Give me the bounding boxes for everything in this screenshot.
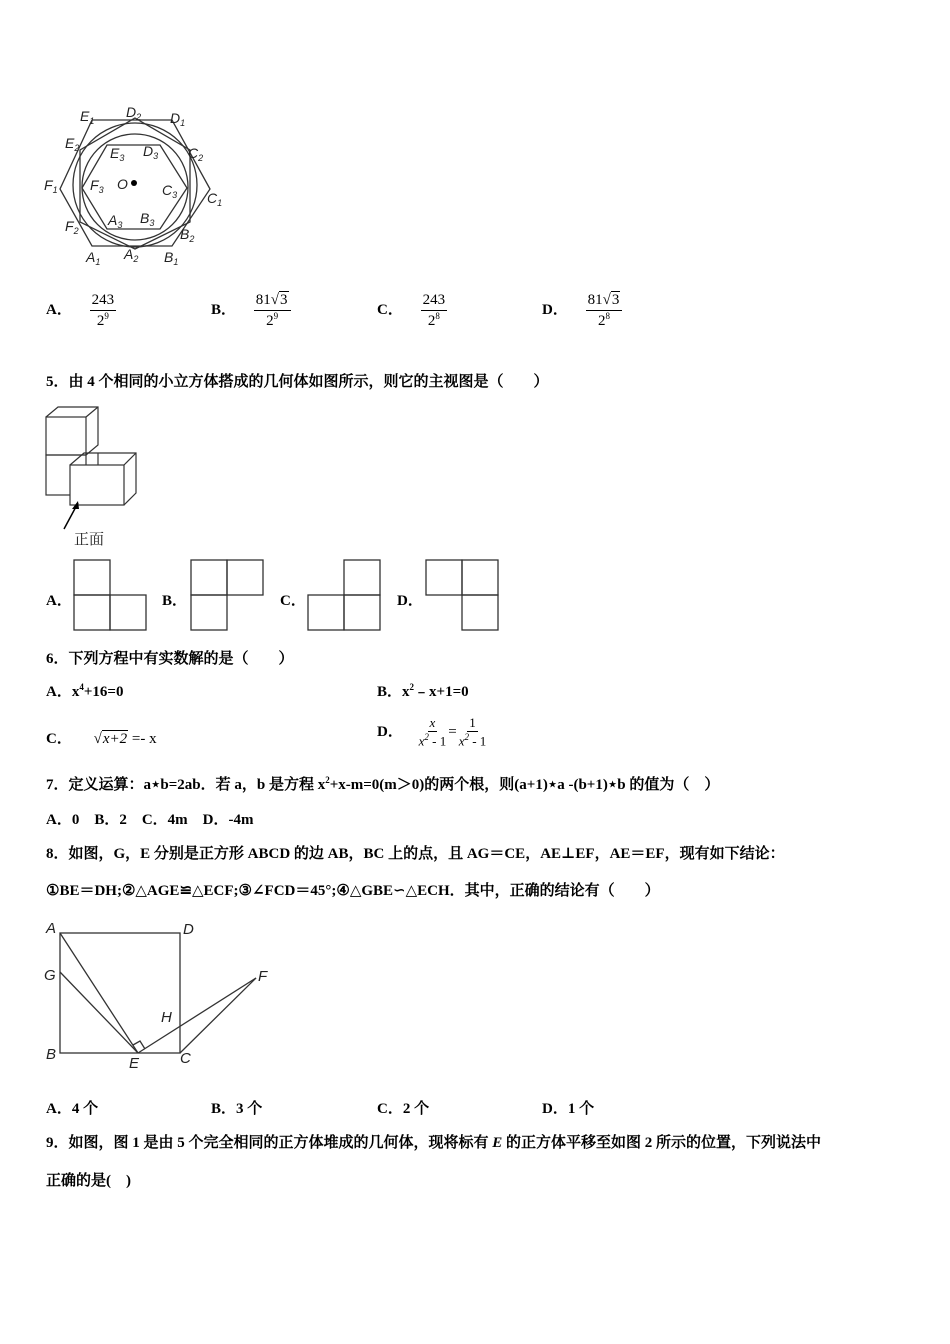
q7-options[interactable]: A．0 B．2 C．4m D．-4m	[46, 812, 254, 828]
q5-option-c[interactable]: C．	[280, 593, 306, 609]
label-b1: $B_1$	[164, 249, 179, 267]
q9-text-line1: 9．如图，图 1 是由 5 个完全相同的正方体堆成的几何体，现将标有 E 的正方体平移至如图 2 所示的位置，下列说法中	[46, 1135, 822, 1151]
label-a: A	[46, 920, 57, 937]
label-f: F	[258, 968, 268, 985]
q6-option-b[interactable]: B．$x^2﹣x+1=0$	[377, 682, 469, 700]
q5-option-c-figure	[306, 558, 382, 632]
label-e3: $E_3$	[110, 145, 125, 163]
hexagon-figure	[42, 103, 232, 273]
q8-text-line2: ①BE＝DH;②△AGE≌△ECF;③∠FCD＝45°;④△GBE∽△ECH．其中，正确的结论有（ ）	[46, 883, 660, 899]
label-f3: $F_3$	[90, 177, 104, 195]
q5-text: 5．由 4 个相同的小立方体搭成的几何体如图所示，则它的主视图是（ ）	[46, 374, 549, 390]
label-d3: $D_3$	[143, 143, 159, 161]
q6-option-d[interactable]: D． $\frac{x}{x^2 - 1}$ = $\frac{1}{x^2 - 1}$	[377, 715, 487, 749]
label-a1: $A_1$	[86, 249, 101, 267]
q6-text: 6．下列方程中有实数解的是（ ）	[46, 651, 294, 667]
label-f1: $F_1$	[44, 177, 58, 195]
q8-text-line1: 8．如图，G，E 分别是正方形 ABCD 的边 AB，BC 上的点，且 AG＝CE，AE⊥EF，AE＝EF，现有如下结论：	[46, 846, 785, 862]
q4-option-b[interactable]: B． $\frac{81√3}{2^9}$	[211, 292, 291, 329]
label-d: D	[183, 921, 194, 938]
label-b3: $B_3$	[140, 210, 155, 228]
label-c1: $C_1$	[207, 190, 223, 208]
label-c3: $C_3$	[162, 182, 178, 200]
label-a2: $A_2$	[124, 246, 139, 264]
q5-option-d-figure	[424, 558, 500, 632]
q5-option-a-figure	[72, 558, 148, 632]
q8-square-figure	[42, 918, 282, 1074]
label-c2: $C_2$	[188, 145, 204, 163]
q8-option-b[interactable]: B．3 个	[211, 1101, 263, 1117]
q4-option-c[interactable]: C． $\frac{243}{2^8}$	[377, 292, 446, 329]
q5-option-b-figure	[189, 558, 265, 632]
q7-text: 7．定义运算：a⋆b=2ab．若 a，b 是方程 $x^2+x-m=0(m>0)$的两个根，则(a+1)⋆a -(b+1)⋆b 的值为（ ）	[46, 775, 720, 793]
label-e1: $E_1$	[80, 108, 95, 126]
q5-option-b[interactable]: B．	[162, 593, 188, 609]
q9-text-line2: 正确的是( )	[46, 1173, 131, 1189]
q5-option-a[interactable]: A．	[46, 593, 72, 609]
label-e2: $E_2$	[65, 135, 80, 153]
label-b: B	[46, 1046, 57, 1063]
label-c: C	[180, 1050, 191, 1067]
q8-option-a[interactable]: A．4 个	[46, 1101, 99, 1117]
q4-option-a[interactable]: A． $\frac{243}{2^9}$	[46, 292, 115, 329]
label-d2: $D_2$	[126, 104, 142, 122]
label-b2: $B_2$	[180, 226, 195, 244]
q6-option-a[interactable]: A．$x^4+16=0$	[46, 682, 124, 700]
q4-option-d[interactable]: D． $\frac{81√3}{2^8}$	[542, 292, 622, 329]
q5-cubes-figure	[42, 403, 147, 548]
q8-option-d[interactable]: D．1 个	[542, 1101, 595, 1117]
label-e: E	[129, 1055, 140, 1072]
q5-option-d[interactable]: D．	[397, 593, 423, 609]
q8-option-c[interactable]: C．2 个	[377, 1101, 430, 1117]
label-g: G	[44, 967, 56, 984]
label-o: O	[117, 176, 128, 192]
label-a3: $A_3$	[108, 212, 123, 230]
label-d1: $D_1$	[170, 110, 186, 128]
q6-option-c[interactable]: C． √x+2 =- x	[46, 731, 157, 747]
label-h: H	[161, 1009, 172, 1026]
front-label: 正面	[74, 531, 105, 548]
label-f2: $F_2$	[65, 218, 79, 236]
